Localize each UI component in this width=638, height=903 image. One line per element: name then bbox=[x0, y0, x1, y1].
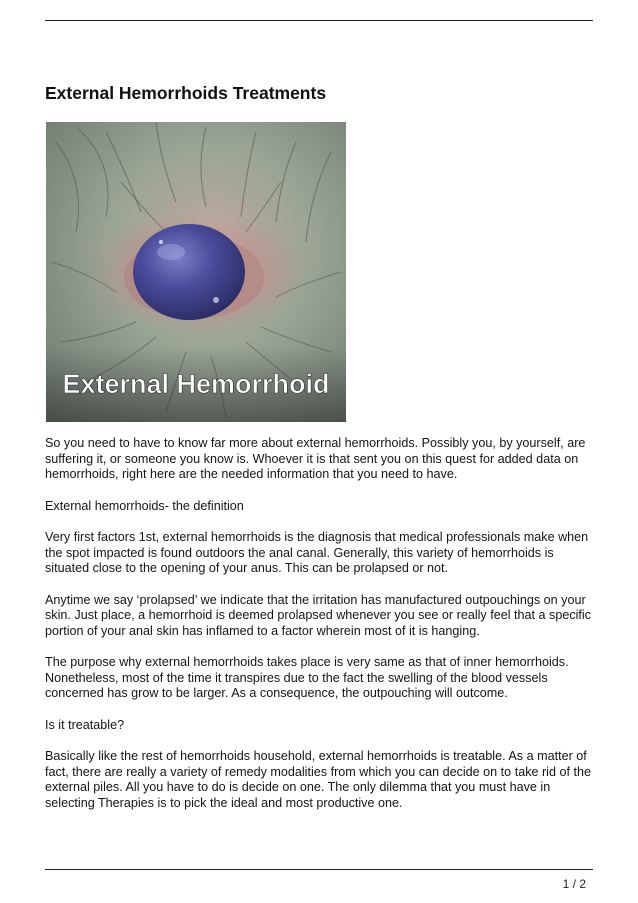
hemorrhoid-photo bbox=[46, 122, 346, 422]
paragraph-definition: Very first factors 1st, external hemorrhoids is the diagnosis that medical professionals make when the spot impacted is found outdoors the anal canal. Generally, this variety of hemorrhoids is situated close to the opening of your anus. This can be prolapsed or not. bbox=[45, 530, 589, 575]
header-rule bbox=[45, 20, 593, 21]
paragraph-treatment: Basically like the rest of hemorrhoids household, external hemorrhoids is treatable. As a matter of fact, there are really a variety of remedy modalities from which you can decide on to take rid of the external piles. All you have to do is decide on one. The only dilemma that you must have in selecting Therapies is to pick the ideal and most productive one. bbox=[45, 749, 591, 810]
photo-caption: External Hemorrhoid bbox=[62, 369, 330, 399]
lesion bbox=[133, 224, 245, 320]
paragraph-treatable-heading: Is it treatable? bbox=[45, 717, 125, 732]
page-number: 1 / 2 bbox=[562, 877, 586, 891]
paragraph-prolapsed: Anytime we say ‘prolapsed’ we indicate that the irritation has manufactured outpouchings on your skin. Just place, a hemorrhoid is deemed prolapsed whenever you see or really feel that a specific portion of your anal skin has inflamed to a factor wherein most of it is hanging. bbox=[45, 592, 592, 638]
footer-rule bbox=[45, 869, 593, 870]
page-title: External Hemorrhoids Treatments bbox=[45, 83, 327, 103]
paragraph-cause: The purpose why external hemorrhoids takes place is very same as that of inner hemorrhoids. Nonetheless, most of the time it transpires due to the fact the swelling of the blood vessels concerned has grow to be larger. As a consequence, the outpouching will outcome. bbox=[45, 655, 569, 700]
article-body bbox=[45, 436, 595, 827]
paragraph-intro: So you need to have to know far more about external hemorrhoids. Possibly you, by yourself, are suffering it, or someone you know is. Whoever it is that sent you on this quest for added data on hemorrhoids, right here are the needed information that you need to have. bbox=[45, 436, 586, 481]
paragraph-definition-heading: External hemorrhoids- the definition bbox=[45, 498, 244, 513]
